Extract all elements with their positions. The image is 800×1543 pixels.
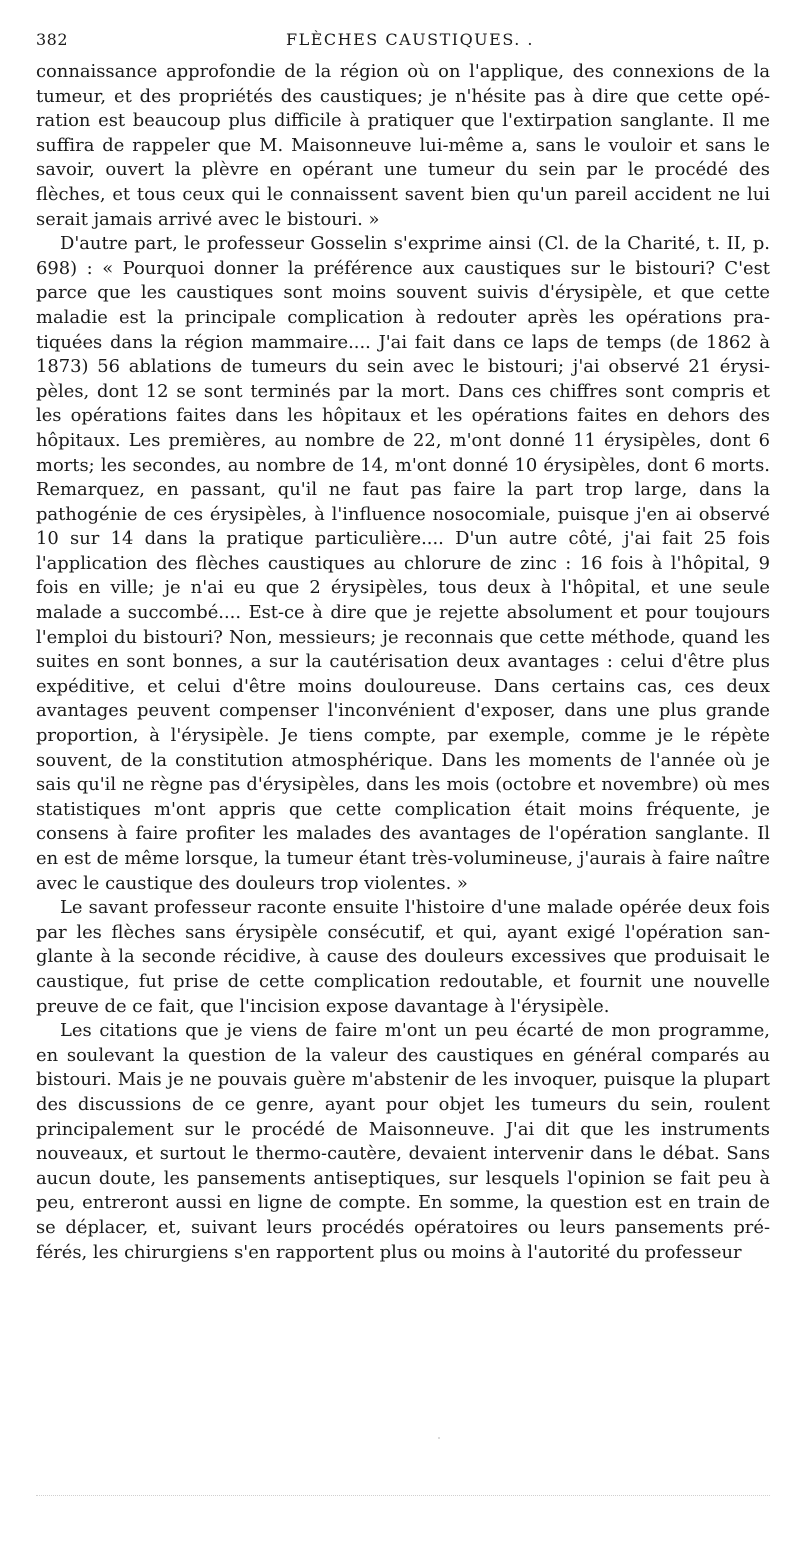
body-text	[36, 60, 770, 1265]
paragraph-continuation: connaissance approfondie de la région où on l'applique, des connexions de la tumeur, et des propriétés des caustiques; je n'hésite pas à dire que cette opération est beaucoup plus difficile à pratiquer que l'extirpation sanglante. Il me suffira de rappeler que M. Maisonneuve lui-même a, sans le vouloir et sans le savoir, ouvert la plèvre en opérant une tumeur du sein par le procédé des flèches, et tous ceux qui le connaissent savent bien qu'un pareil accident ne lui serait jamais arrivé avec le bistouri. »	[36, 61, 770, 230]
paragraph-gosselin-quote: D'autre part, le professeur Gosselin s'exprime ainsi (Cl. de la Charité, t. II, p. 698) : « Pourquoi donner la préférence aux caustiques sur le bistouri? C'est parce que les caustiques sont moins souvent suivis d'érysipèle, et que cette maladie est la principale complication à redouter après les opérations pratiquées dans la région mammaire.... J'ai fait dans ce laps de temps (de 1862 à 1873) 56 ablations de tumeurs du sein avec le bistouri; j'ai observé 21 érysipèles, dont 12 se sont terminés par la mort. Dans ces chiffres sont compris et les opérations faites dans les hôpitaux et les opérations faites en dehors des hôpitaux. Les premières, au nombre de 22, m'ont donné 11 érysipèles, dont 6 morts; les secondes, au nombre de 14, m'ont donné 10 érysipèles, dont 6 morts. Remarquez, en passant, qu'il ne faut pas faire la part trop large, dans la pathogénie de ces érysipèles, à l'influence nosocomiale, puisque j'en ai observé 10 sur 14 dans la pratique particulière.... D'un autre côté, j'ai fait 25 fois l'application des flèches caustiques au chlorure de zinc : 16 fois à l'hôpital, 9 fois en ville; je n'ai eu que 2 érysipèles, tous deux à l'hôpital, et une seule malade a succombé.... Est-ce à dire que je rejette absolument et pour toujours l'emploi du bistouri? Non, messieurs; je reconnais que cette méthode, quand les suites en sont bonnes, a sur la cautérisation deux avantages : celui d'être plus expéditive, et celui d'être moins douloureuse. Dans certains cas, ces deux avantages peuvent compenser l'inconvénient d'exposer, dans une plus grande proportion, à l'érysipèle. Je tiens compte, par exemple, comme je le répète souvent, de la constitution atmosphérique. Dans les moments de l'année où je sais qu'il ne règne pas d'érysipèles, dans les mois (octobre et novembre) où mes statistiques m'ont appris que cette complication était moins fréquente, je consens à faire profiter les malades des avantages de l'opération sanglante. Il en est de même lorsque, la tumeur étant très-volumineuse, j'aurais à faire naître avec le caustique des douleurs trop violentes. »	[36, 233, 770, 894]
paragraph-patient-history: Le savant professeur raconte ensuite l'histoire d'une malade opérée deux fois par les flèches sans érysipèle consécutif, et qui, ayant exigé l'opération sanglante à la seconde récidive, à cause des douleurs excessives que produisait le caustique, fut prise de cette complication redoutable, et fournit une nouvelle preuve de ce fait, que l'incision expose davantage à l'érysipèle.	[36, 897, 770, 1017]
page-number: 382	[36, 30, 69, 49]
scan-speck	[438, 1437, 440, 1439]
running-title: FLÈCHES CAUSTIQUES. .	[286, 30, 534, 49]
scan-bleed-through-line	[36, 1495, 770, 1496]
paragraph-citations: Les citations que je viens de faire m'ont un peu écarté de mon programme, en soulevant la question de la valeur des caustiques en général comparés au bistouri. Mais je ne pouvais guère m'abstenir de les invoquer, puisque la plupart des discussions de ce genre, ayant pour objet les tumeurs du sein, roulent principalement sur le procédé de Maisonneuve. J'ai dit que les instruments nouveaux, et surtout le thermo-cautère, devaient intervenir dans le débat. Sans aucun doute, les pansements antiseptiques, sur lesquels l'opinion se fait peu à peu, entreront aussi en ligne de compte. En somme, la question est en train de se déplacer, et, suivant leurs procédés opératoires ou leurs pansements préférés, les chirurgiens s'en rapportent plus ou moins à l'autorité du professeur	[36, 1020, 770, 1263]
page-header	[36, 30, 770, 60]
book-page	[36, 30, 770, 1265]
